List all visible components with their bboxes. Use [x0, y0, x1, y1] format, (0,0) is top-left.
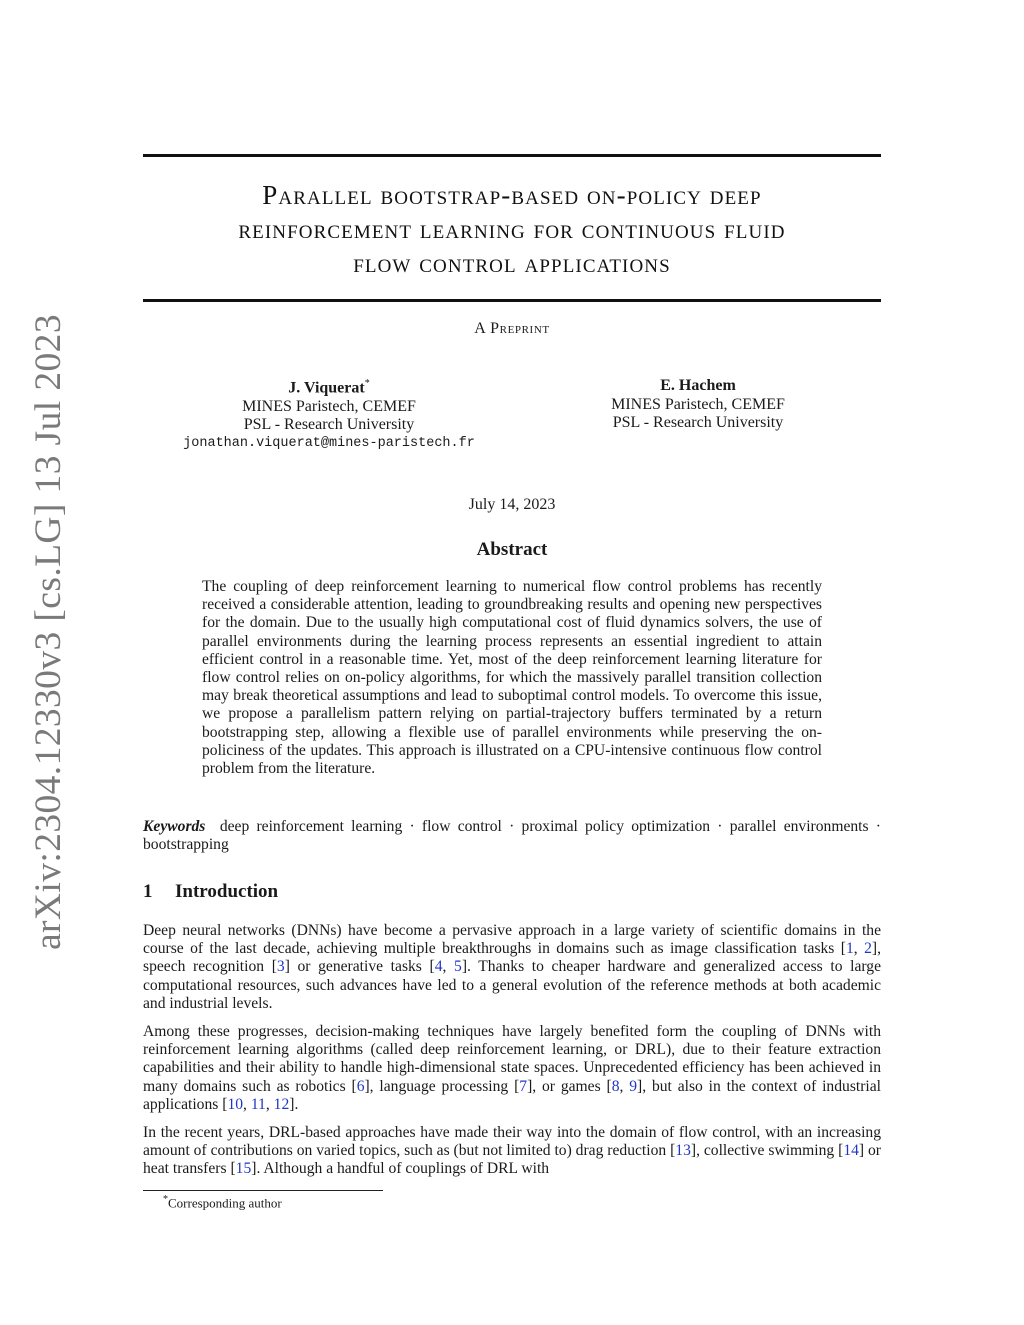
title-rule-bottom [143, 299, 881, 302]
paragraph-text: ], language processing [ [364, 1077, 520, 1095]
citation-link[interactable]: 2 [864, 940, 872, 958]
separator: , [853, 940, 865, 958]
citation-link[interactable]: 1 [846, 940, 854, 958]
keywords-label: Keywords [143, 818, 206, 835]
footnote-text: Corresponding author [168, 1195, 282, 1211]
footnote [163, 1194, 282, 1211]
citation-link[interactable]: 7 [519, 1077, 528, 1095]
section-heading [143, 881, 278, 903]
title-line-3: flow control applications [353, 248, 671, 278]
section-title: Introduction [175, 881, 279, 902]
paragraph-text: ], but also in the context of industrial applications [ [143, 1077, 882, 1113]
keywords-list: deep reinforcement learning · flow control · proximal policy optimization · parallel environments · bootstrapping [143, 818, 881, 854]
author-affiliation: MINES Paristech, CEMEF [242, 397, 416, 415]
citation-link[interactable]: 5 [454, 958, 462, 976]
paragraph-text: ] or heat transfers [ [143, 1142, 882, 1178]
author-block-1 [170, 375, 488, 453]
title-line-1: Parallel bootstrap-based on-policy deep [262, 180, 762, 210]
paragraph-text: In the recent years, DRL-based approaches have made their way into the domain of flow control, with an increasing amount of contributions on varied topics, such as (but not limited to) drag reduction [ [143, 1124, 881, 1160]
title-rule-top [143, 154, 881, 157]
citation-link[interactable]: 8 [611, 1077, 620, 1095]
citation-link[interactable]: 4 [434, 958, 443, 976]
citation-link[interactable]: 12 [273, 1095, 290, 1113]
paragraph-text: ]. Thanks to cheaper hardware and generalized access to large computational resources, such advances have led to a general evolution of the reference methods at both academic and industrial levels. [143, 958, 881, 1012]
author-footnote-mark: * [364, 378, 370, 389]
separator: , [265, 1095, 274, 1113]
citation-link[interactable]: 9 [629, 1077, 638, 1095]
citation-link[interactable]: 3 [276, 958, 285, 976]
section-number: 1 [143, 881, 153, 902]
paragraph-text: ]. [289, 1095, 299, 1113]
paragraph-text: ], speech recognition [ [143, 940, 882, 976]
author-name: J. Viquerat [288, 379, 365, 397]
paragraph-text: ] or generative tasks [ [284, 958, 435, 976]
intro-paragraph-1 [143, 922, 881, 1013]
citation-link[interactable]: 14 [843, 1142, 859, 1160]
paragraph-text: Among these progresses, decision-making techniques have largely benefited form the coupling of DNNs with reinforcement learning algorithms (called deep reinforcement learning, or DRL), due to their feature extraction capabilities and their ability to handle high-dimensional state spaces. Unprecedented efficiency has been achieved in many domains such as robotics [ [143, 1023, 881, 1095]
paragraph-text: ]. Although a handful of couplings of DRL with [251, 1160, 550, 1178]
separator: , [619, 1077, 630, 1095]
citation-link[interactable]: 6 [356, 1077, 365, 1095]
separator: , [442, 958, 455, 976]
arxiv-identifier: arXiv:2304.12330v3 [cs.LG] 13 Jul 2023 [28, 314, 69, 950]
separator: , [243, 1095, 251, 1113]
publication-date: July 14, 2023 [468, 496, 556, 513]
paragraph-text: Deep neural networks (DNNs) have become a pervasive approach in a large variety of scientific domains in the course of the last decade, achieving multiple breakthroughs in domains such as image classification tasks [ [143, 922, 881, 958]
citation-link[interactable]: 13 [675, 1142, 691, 1160]
author-block-2 [578, 377, 818, 433]
paragraph-text: ], or games [ [527, 1077, 612, 1095]
footnote-mark: * [163, 1194, 168, 1205]
author-affiliation: MINES Paristech, CEMEF [611, 395, 785, 413]
intro-paragraph-3 [143, 1124, 881, 1179]
paper-title [143, 178, 881, 280]
citation-link[interactable]: 15 [235, 1160, 252, 1178]
footnote-rule [143, 1190, 383, 1191]
title-line-2: reinforcement learning for continuous fluid [238, 214, 786, 244]
keywords [143, 818, 881, 854]
preprint-label: A Preprint [474, 320, 550, 337]
intro-paragraph-2 [143, 1023, 881, 1114]
citation-link[interactable]: 10 [227, 1095, 244, 1113]
citation-link[interactable]: 11 [250, 1095, 266, 1113]
author-email[interactable]: jonathan.viquerat@mines-paristech.fr [183, 435, 475, 451]
author-affiliation: PSL - Research University [612, 414, 784, 431]
abstract-text: The coupling of deep reinforcement learning to numerical flow control problems has recently received a considerable attention, leading to groundbreaking results and opening new perspectives for the domain. Due to the usually high computational cost of fluid dynamics solvers, the use of parallel environments during the learning process represents an essential ingredient to attain efficient control in a reasonable time. Yet, most of the deep reinforcement learning literature for flow control relies on on-policy algorithms, for which the massively parallel transition collection may break theoretical assumptions and lead to suboptimal control models. To overcome this issue, we propose a parallelism pattern relying on partial-trajectory buffers terminated by a return bootstrapping step, allowing a flexible use of parallel environments while preserving the on-policiness of the updates. This approach is illustrated on a CPU-intensive continuous flow control problem from the literature. [202, 578, 822, 778]
paragraph-text: ], collective swimming [ [690, 1142, 844, 1160]
author-name: E. Hachem [660, 377, 736, 394]
abstract-heading: Abstract [476, 539, 548, 560]
author-affiliation: PSL - Research University [243, 416, 415, 434]
